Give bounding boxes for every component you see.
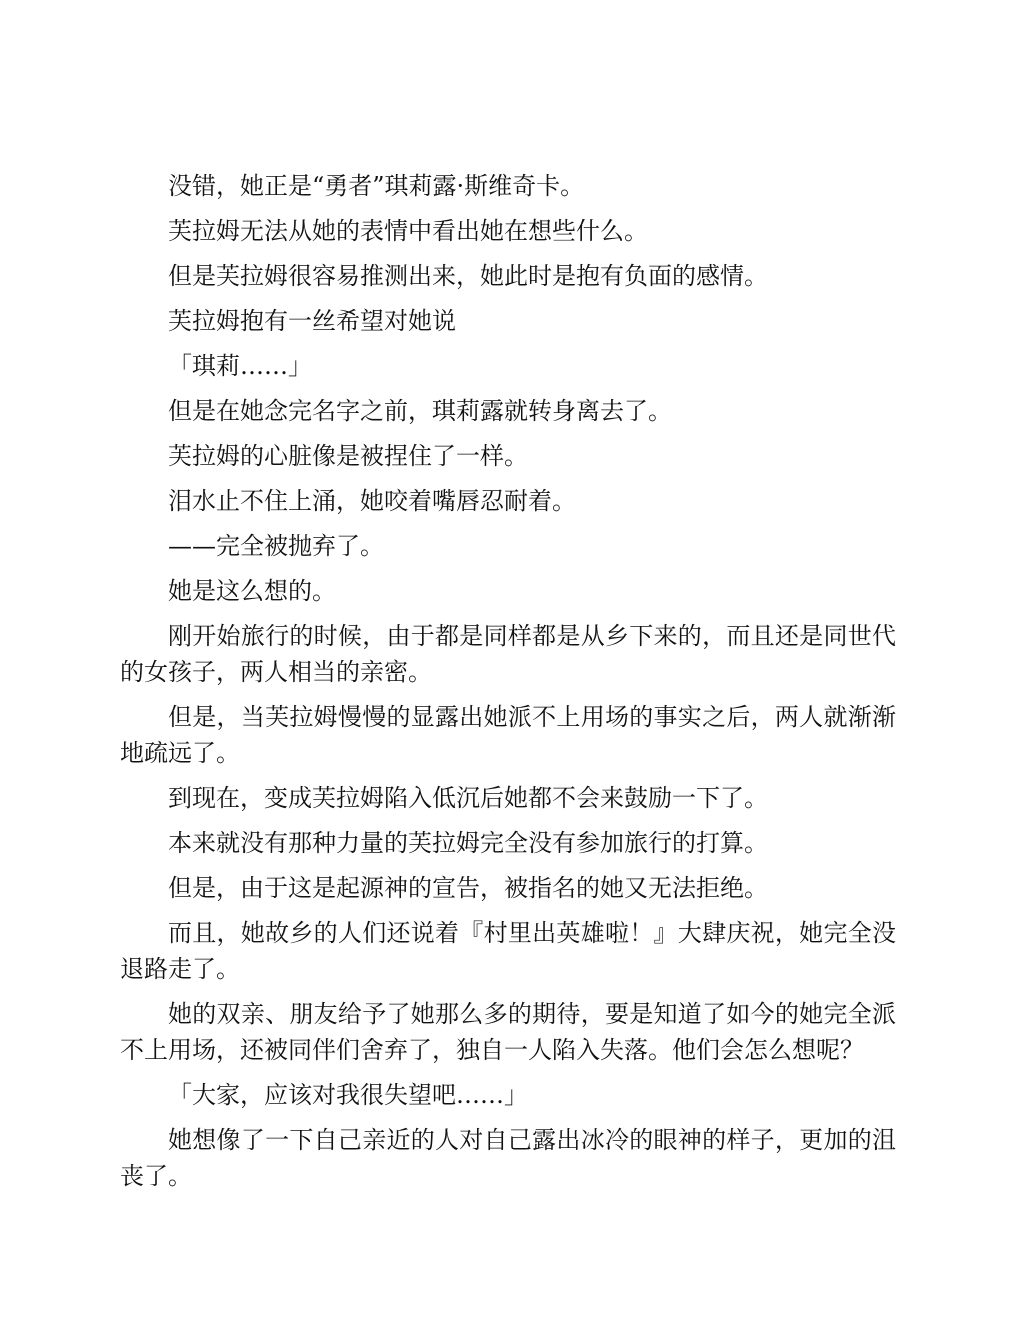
paragraph: 没错，她正是“勇者”琪莉露·斯维奇卡。 (168, 172, 585, 200)
paragraph: 刚开始旅行的时候，由于都是同样都是从乡下来的，而且还是同世代的女孩子，两人相当的亲密。 (120, 622, 896, 686)
paragraph: ——完全被抛弃了。 (168, 532, 384, 560)
dialogue-line: 「大家，应该对我很失望吧……」 (168, 1081, 528, 1109)
paragraph: 她想像了一下自己亲近的人对自己露出冰冷的眼神的样子，更加的沮丧了。 (120, 1126, 896, 1190)
paragraph: 芙拉姆抱有一丝希望对她说 (168, 307, 456, 335)
paragraph: 到现在，变成芙拉姆陷入低沉后她都不会来鼓励一下了。 (168, 784, 768, 812)
paragraph: 她是这么想的。 (168, 577, 336, 605)
paragraph: 但是在她念完名字之前，琪莉露就转身离去了。 (168, 397, 672, 425)
paragraph: 芙拉姆的心脏像是被捏住了一样。 (168, 442, 528, 470)
paragraph: 但是，由于这是起源神的宣告，被指名的她又无法拒绝。 (168, 874, 768, 902)
paragraph: 而且，她故乡的人们还说着『村里出英雄啦！』大肆庆祝，她完全没退路走了。 (120, 919, 896, 983)
paragraph: 芙拉姆无法从她的表情中看出她在想些什么。 (168, 217, 648, 245)
paragraph: 但是芙拉姆很容易推测出来，她此时是抱有负面的感情。 (168, 262, 768, 290)
paragraph: 她的双亲、朋友给予了她那么多的期待，要是知道了如今的她完全派不上用场，还被同伴们舍弃了，独自一人陷入失落。他们会怎么想呢？ (120, 1000, 896, 1064)
document-body (120, 168, 896, 1203)
dialogue-line: 「琪莉……」 (168, 352, 312, 380)
paragraph: 泪水止不住上涌，她咬着嘴唇忍耐着。 (168, 487, 576, 515)
paragraph: 本来就没有那种力量的芙拉姆完全没有参加旅行的打算。 (168, 829, 768, 857)
paragraph: 但是，当芙拉姆慢慢的显露出她派不上用场的事实之后，两人就渐渐地疏远了。 (120, 703, 896, 767)
